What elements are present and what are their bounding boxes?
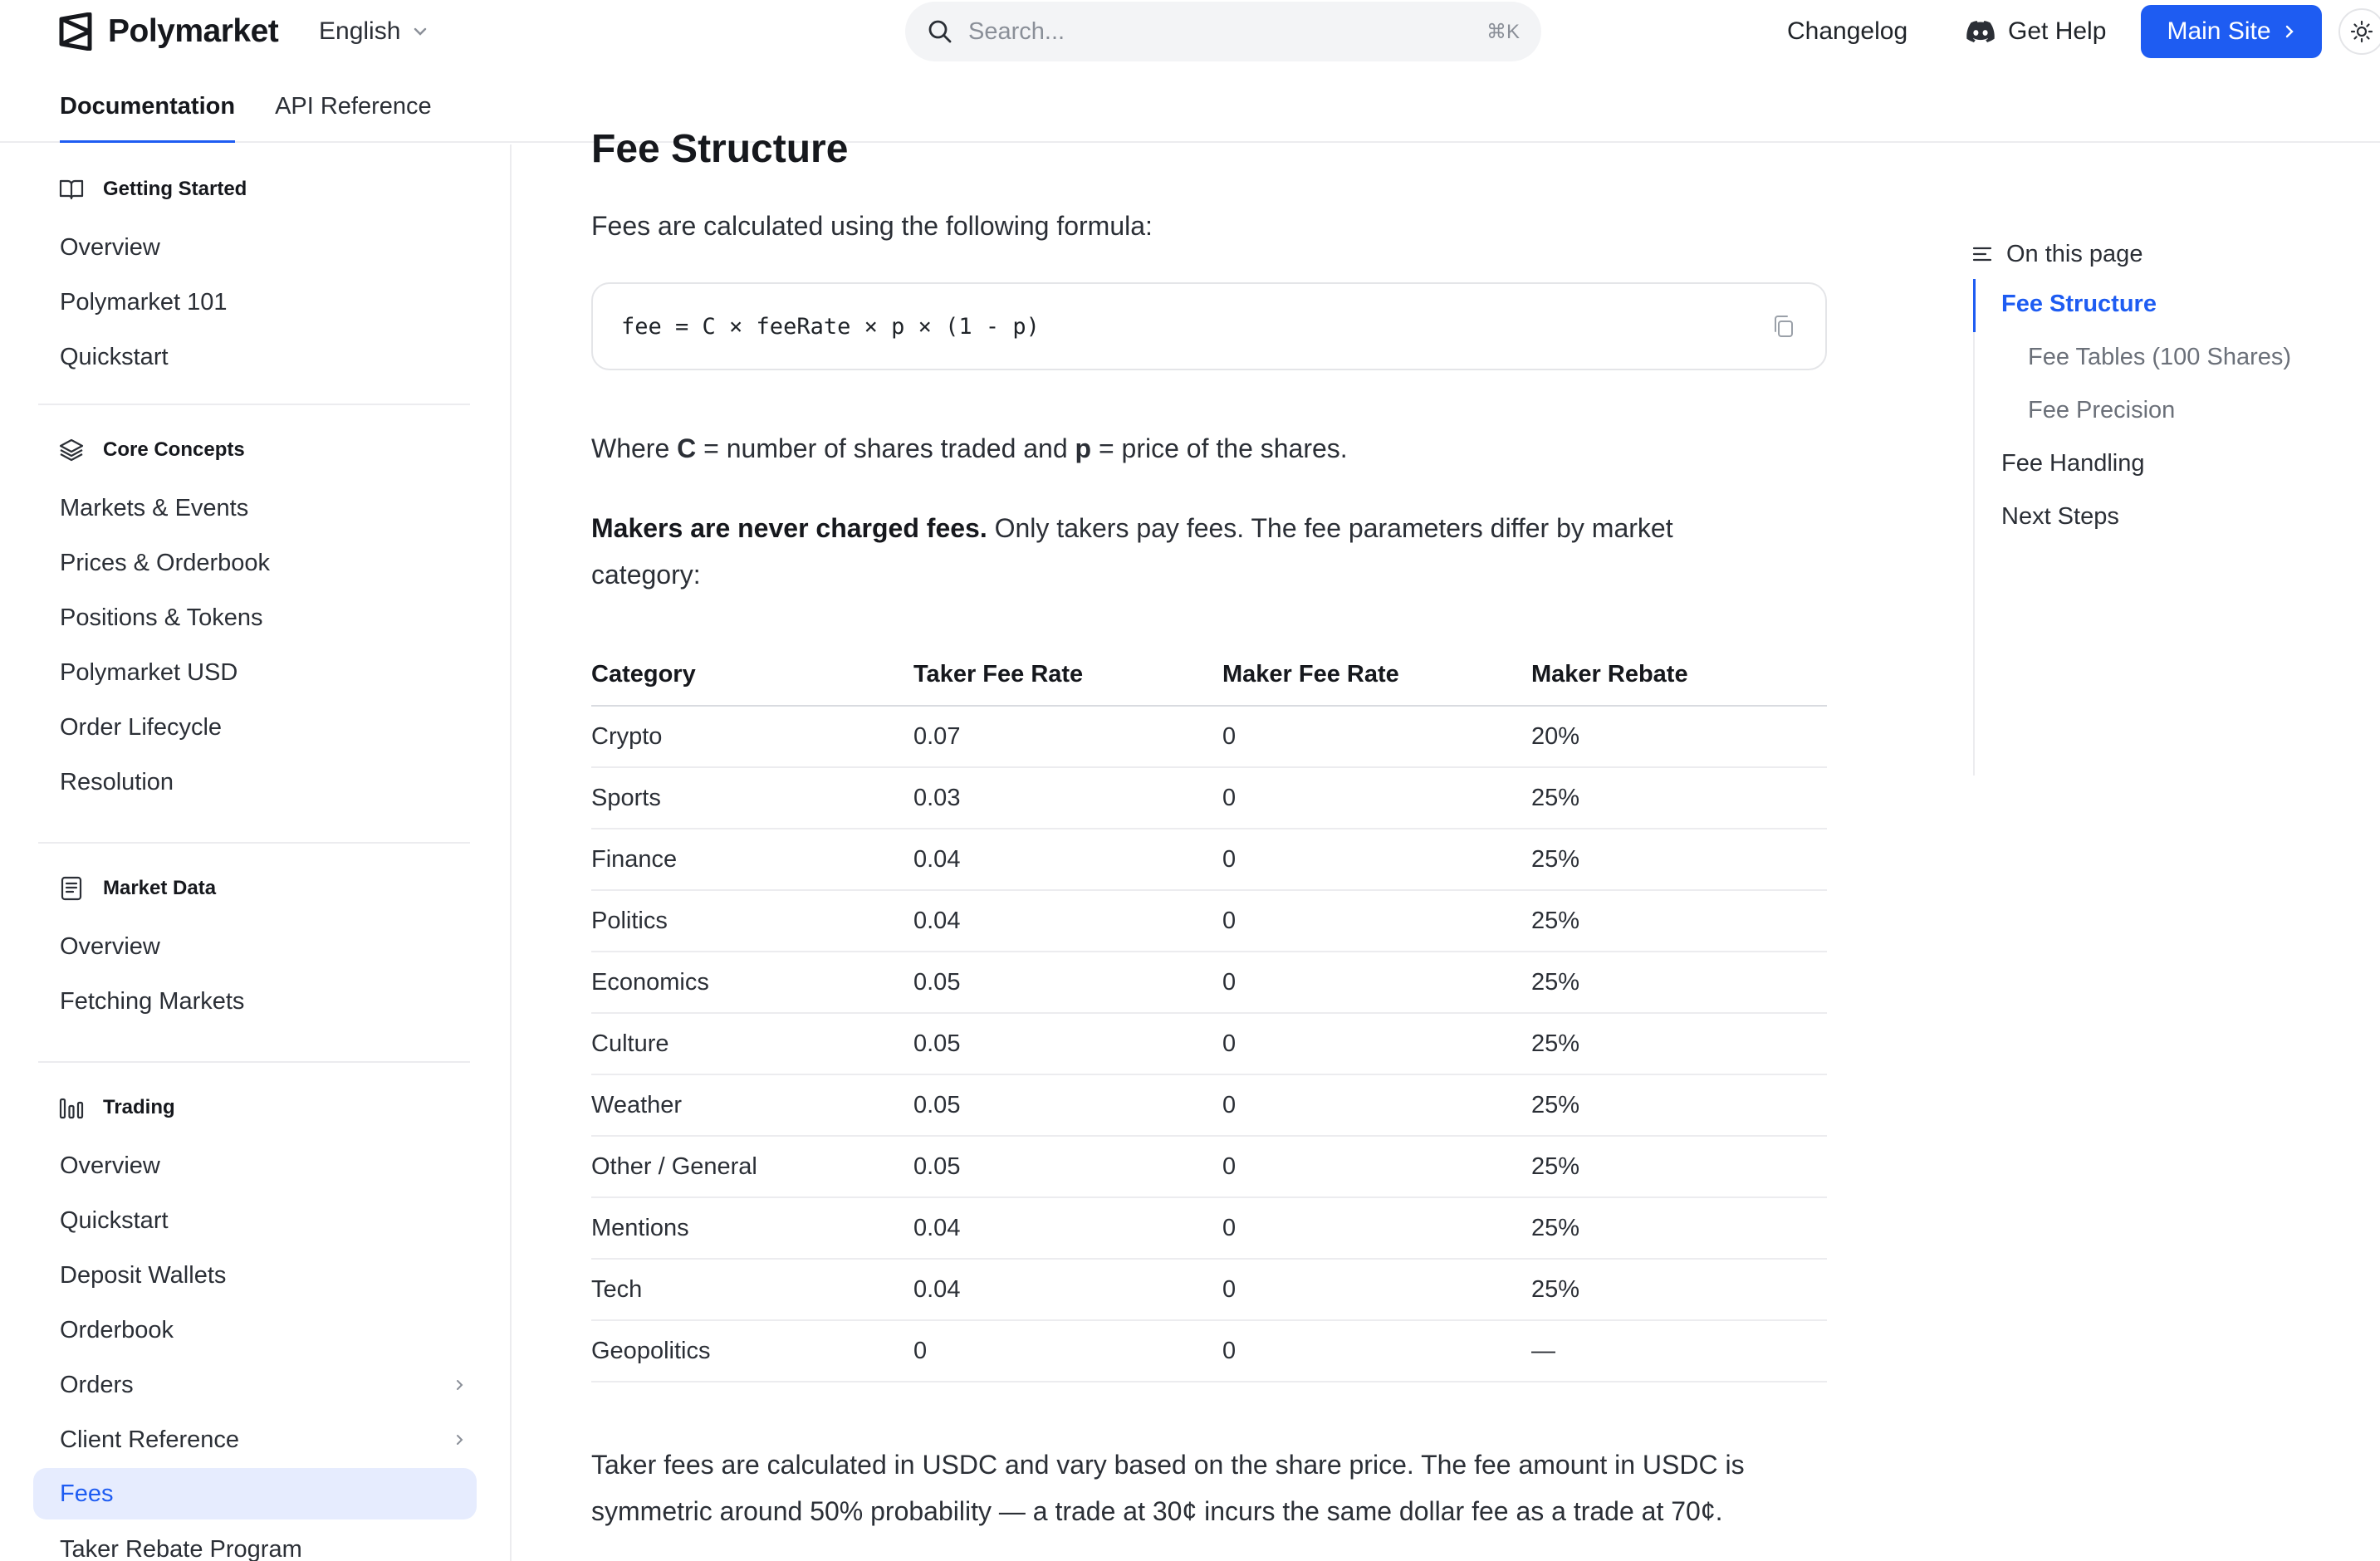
table-cell: 0.05: [913, 952, 1222, 1013]
language-label: English: [319, 17, 401, 45]
sidebar-item-polymarket-usd[interactable]: Polymarket USD: [60, 658, 238, 686]
layers-icon: [58, 437, 85, 463]
table-cell: 0.05: [913, 1136, 1222, 1197]
makers-bold: Makers are never charged fees.: [591, 513, 987, 543]
table-cell: 0: [1222, 1320, 1531, 1382]
table-cell: Culture: [591, 1013, 913, 1074]
chevron-right-icon: [453, 1433, 467, 1446]
group-title: Market Data: [103, 877, 217, 899]
search-icon: [927, 18, 953, 45]
table-cell: 0: [1222, 1013, 1531, 1074]
table-cell: 25%: [1531, 952, 1827, 1013]
where-c: C: [677, 433, 697, 463]
sidebar: [0, 144, 512, 1561]
where-suffix: = price of the shares.: [1091, 433, 1348, 463]
sidebar-item-orders[interactable]: [60, 1367, 467, 1403]
table-row: [591, 1320, 1827, 1382]
table-cell: 25%: [1531, 1197, 1827, 1259]
sidebar-item-trading-overview[interactable]: Overview: [60, 1152, 160, 1179]
table-cell: 0: [1222, 706, 1531, 767]
main-site-label: Main Site: [2167, 17, 2271, 45]
sidebar-divider: [38, 1061, 470, 1063]
sidebar-item-prices-orderbook[interactable]: Prices & Orderbook: [60, 549, 271, 576]
table-row: [591, 1197, 1827, 1259]
table-row: [591, 706, 1827, 767]
main-site-button[interactable]: [2141, 5, 2322, 58]
formula-text: fee = C × feeRate × p × (1 - p): [621, 313, 1040, 340]
table-cell: 25%: [1531, 890, 1827, 952]
intro-paragraph: Fees are calculated using the following formula:: [591, 211, 1153, 241]
table-cell: 0.04: [913, 1259, 1222, 1320]
table-cell: Economics: [591, 952, 913, 1013]
sidebar-item-label: Client Reference: [60, 1426, 239, 1453]
fee-table: [591, 644, 1827, 1382]
table-cell: Tech: [591, 1259, 913, 1320]
where-paragraph: [591, 425, 1829, 472]
group-getting-started: [58, 173, 247, 206]
table-cell: Politics: [591, 890, 913, 952]
table-cell: 0.03: [913, 767, 1222, 829]
table-header: Maker Fee Rate: [1222, 644, 1531, 706]
group-core-concepts: [58, 433, 245, 467]
table-cell: 0.05: [913, 1013, 1222, 1074]
top-tabs: [60, 93, 432, 143]
sidebar-item-fetching-markets[interactable]: Fetching Markets: [60, 987, 245, 1015]
table-header-row: [591, 644, 1827, 706]
table-cell: 0.04: [913, 829, 1222, 890]
tab-documentation[interactable]: Documentation: [60, 93, 235, 143]
table-row: [591, 767, 1827, 829]
toc-active-indicator: [1973, 279, 1976, 332]
table-row: [591, 829, 1827, 890]
table-cell: 0.04: [913, 890, 1222, 952]
table-header: Category: [591, 644, 913, 706]
copy-icon[interactable]: [1770, 313, 1797, 340]
sidebar-item-order-lifecycle[interactable]: Order Lifecycle: [60, 713, 223, 741]
where-mid: = number of shares traded and: [696, 433, 1075, 463]
sidebar-item-trading-quickstart[interactable]: Quickstart: [60, 1206, 169, 1234]
table-row: [591, 1074, 1827, 1136]
theme-toggle-button[interactable]: [2338, 8, 2380, 55]
makers-paragraph: [591, 505, 1787, 598]
table-cell: 0: [1222, 1197, 1531, 1259]
group-trading: [58, 1091, 175, 1124]
search-shortcut: ⌘K: [1486, 20, 1520, 43]
sidebar-item-polymarket-101[interactable]: Polymarket 101: [60, 288, 228, 316]
language-selector[interactable]: [319, 15, 428, 48]
toc-header: [1971, 236, 2142, 272]
sidebar-item-resolution[interactable]: Resolution: [60, 768, 174, 795]
sidebar-item-positions-tokens[interactable]: Positions & Tokens: [60, 604, 263, 631]
table-cell: Sports: [591, 767, 913, 829]
footer-paragraph: Taker fees are calculated in USDC and vary based on the share price. The fee amount in USDC is symmetric around 50% probability — a trade at 30¢ incurs the same dollar fee as a trade at 70¢.: [591, 1450, 1745, 1526]
table-cell: 25%: [1531, 1136, 1827, 1197]
table-cell: 25%: [1531, 829, 1827, 890]
get-help-link[interactable]: [1966, 15, 2106, 48]
table-cell: 0: [1222, 767, 1531, 829]
tab-api-reference[interactable]: API Reference: [275, 93, 432, 120]
sidebar-item-overview[interactable]: Overview: [60, 233, 160, 261]
document-icon: [58, 875, 85, 902]
table-cell: 25%: [1531, 767, 1827, 829]
chevron-right-icon: [2283, 25, 2296, 38]
table-header: Taker Fee Rate: [913, 644, 1222, 706]
table-row: [591, 952, 1827, 1013]
makers-rest: Only takers pay fees. The fee parameters differ by market category:: [591, 513, 1673, 590]
toc-rail: [1973, 279, 1975, 776]
table-cell: 0: [1222, 1074, 1531, 1136]
table-cell: Finance: [591, 829, 913, 890]
sidebar-item-deposit-wallets[interactable]: Deposit Wallets: [60, 1261, 227, 1289]
table-cell: Other / General: [591, 1136, 913, 1197]
get-help-label: Get Help: [2008, 17, 2107, 45]
search-bar[interactable]: [905, 2, 1541, 61]
list-icon: [1971, 244, 1993, 264]
top-bar: [0, 0, 2380, 143]
brand-name: Polymarket: [108, 13, 279, 49]
table-cell: 0: [1222, 829, 1531, 890]
table-cell: Crypto: [591, 706, 913, 767]
group-market-data: [58, 872, 216, 905]
table-row: [591, 1259, 1827, 1320]
section-heading: Fee Structure: [591, 127, 849, 171]
chevron-right-icon: [453, 1378, 467, 1392]
sidebar-item-orderbook[interactable]: Orderbook: [60, 1316, 174, 1343]
bar-chart-icon: [58, 1094, 85, 1121]
table-cell: 20%: [1531, 706, 1827, 767]
formula-code-block: [591, 282, 1827, 370]
table-cell: 0.04: [913, 1197, 1222, 1259]
brand-logo[interactable]: [58, 12, 278, 51]
sidebar-item-label: Orders: [60, 1371, 134, 1398]
sidebar-divider: [38, 404, 470, 405]
table-body: [591, 706, 1827, 1382]
sidebar-item-fees[interactable]: Fees: [33, 1468, 477, 1519]
sidebar-item-market-overview[interactable]: Overview: [60, 932, 160, 960]
table-cell: Mentions: [591, 1197, 913, 1259]
table-cell: 25%: [1531, 1074, 1827, 1136]
table-cell: 25%: [1531, 1259, 1827, 1320]
sidebar-divider: [38, 842, 470, 844]
table-cell: 0: [1222, 890, 1531, 952]
sidebar-item-client-reference[interactable]: [60, 1422, 467, 1458]
table-cell: Weather: [591, 1074, 913, 1136]
toc-item-next-steps[interactable]: Next Steps: [2001, 502, 2119, 530]
sidebar-item-quickstart[interactable]: Quickstart: [60, 343, 169, 370]
table-cell: 0: [1222, 1136, 1531, 1197]
table-cell: —: [1531, 1320, 1827, 1382]
toc-title: On this page: [2006, 240, 2143, 267]
table-cell: Geopolitics: [591, 1320, 913, 1382]
where-p: p: [1075, 433, 1092, 463]
table-cell: 0: [1222, 1259, 1531, 1320]
changelog-link[interactable]: Changelog: [1787, 17, 1908, 45]
table-cell: 0.05: [913, 1074, 1222, 1136]
search-placeholder: Search...: [968, 17, 1065, 45]
table-cell: 0.07: [913, 706, 1222, 767]
group-title: Trading: [103, 1096, 175, 1118]
table-header: Maker Rebate: [1531, 644, 1827, 706]
toc-item-fee-precision[interactable]: Fee Precision: [2028, 396, 2176, 423]
polymarket-logo-icon: [58, 12, 93, 51]
table-cell: 25%: [1531, 1013, 1827, 1074]
sun-icon: [2350, 20, 2373, 43]
sidebar-item-taker-rebate-program[interactable]: Taker Rebate Program: [60, 1535, 302, 1561]
group-title: Getting Started: [103, 178, 247, 200]
where-prefix: Where: [591, 433, 678, 463]
table-row: [591, 890, 1827, 952]
book-icon: [58, 176, 85, 203]
toc-item-fee-tables[interactable]: Fee Tables (100 Shares): [2028, 343, 2292, 370]
toc-item-fee-handling[interactable]: Fee Handling: [2001, 449, 2145, 477]
discord-icon: [1966, 21, 1995, 42]
sidebar-item-markets-events[interactable]: Markets & Events: [60, 494, 249, 521]
table-cell: 0: [1222, 952, 1531, 1013]
group-title: Core Concepts: [103, 438, 245, 461]
table-row: [591, 1136, 1827, 1197]
toc-item-fee-structure[interactable]: Fee Structure: [2001, 290, 2157, 317]
chevron-down-icon: [412, 23, 428, 40]
table-row: [591, 1013, 1827, 1074]
table-cell: 0: [913, 1320, 1222, 1382]
